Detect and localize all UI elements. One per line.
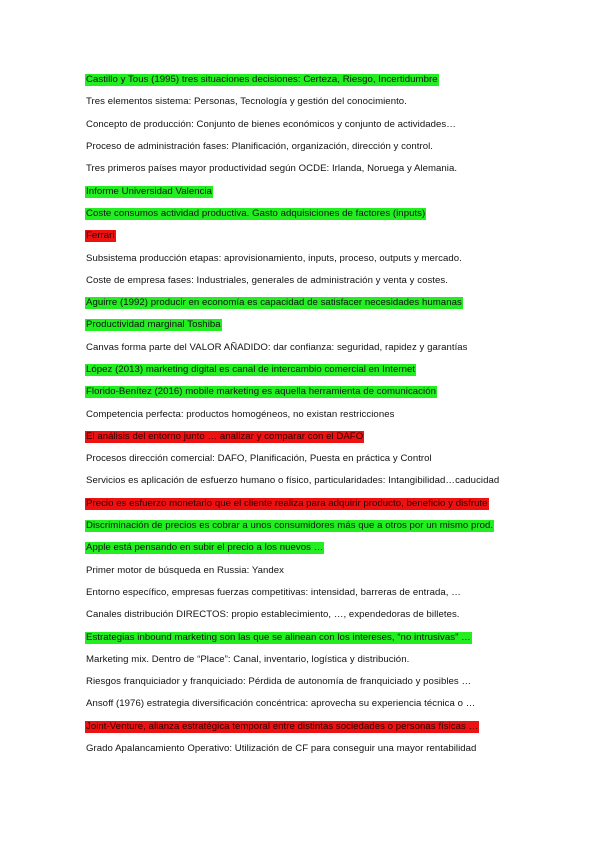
note-line <box>85 626 585 648</box>
note-line <box>85 470 585 492</box>
note-line <box>85 180 585 202</box>
highlighted-note-text: El análisis del entorno junto … analizar y comparar con el DAFO <box>86 430 364 442</box>
highlighted-note-text: Apple está pensando en subir el precio a los nuevos … <box>86 542 324 554</box>
highlighted-note-text: Precio es esfuerzo monetario que el cliente realiza para adquirir producto, beneficio y disfrute <box>86 497 488 509</box>
note-line <box>85 270 585 292</box>
note-line <box>85 560 585 582</box>
highlighted-note-text: Castillo y Tous (1995) tres situaciones decisiones: Certeza, Riesgo, Incertidumbre <box>86 74 438 86</box>
highlighted-note-text: Ferrari <box>86 230 115 242</box>
note-line <box>85 671 585 693</box>
note-line <box>85 582 585 604</box>
highlighted-note-text: Productividad marginal Toshiba <box>86 319 221 331</box>
note-text: Tres elementos sistema: Personas, Tecnología y gestión del conocimiento. <box>86 96 407 108</box>
note-line <box>85 337 585 359</box>
note-line <box>85 158 585 180</box>
note-text: Riesgos franquiciador y franquiciado: Pérdida de autonomía de franquiciado y posibles … <box>86 676 472 688</box>
note-text: Grado Apalancamiento Operativo: Utilización de CF para conseguir una mayor rentabilidad <box>86 743 477 755</box>
note-line <box>85 738 585 760</box>
note-line <box>85 604 585 626</box>
note-text: Tres primeros países mayor productividad según OCDE: Irlanda, Noruega y Alemania. <box>86 163 458 175</box>
note-line <box>85 649 585 671</box>
note-text: Subsistema producción etapas: aprovisionamiento, inputs, proceso, outputs y mercado. <box>86 252 462 264</box>
note-text: Procesos dirección comercial: DAFO, Planificación, Puesta en práctica y Control <box>86 453 432 465</box>
highlighted-note-text: Coste consumos actividad productiva. Gasto adquisiciones de factores (inputs) <box>86 207 426 219</box>
note-line <box>85 381 585 403</box>
note-text: Proceso de administración fases: Planificación, organización, dirección y control. <box>86 141 433 153</box>
note-text: Servicios es aplicación de esfuerzo humano o físico, particularidades: Intangibilidad…caducidad <box>86 475 500 487</box>
note-line <box>85 493 585 515</box>
highlighted-note-text: Florido-Benítez (2016) mobile marketing es aquella herramienta de comunicación <box>86 386 436 398</box>
note-line <box>85 426 585 448</box>
note-text: Concepto de producción: Conjunto de bienes económicos y conjunto de actividades… <box>86 118 456 130</box>
highlighted-note-text: Joint-Venture, alianza estratégica temporal entre distintas sociedades o personas físicas … <box>86 720 479 732</box>
note-line <box>85 225 585 247</box>
note-line <box>85 114 585 136</box>
highlighted-note-text: López (2013) marketing digital es canal de intercambio comercial en Internet <box>86 364 416 375</box>
notes-list <box>85 69 585 760</box>
note-line <box>85 203 585 225</box>
highlighted-note-text: Estrategias inbound marketing son las que se alinean con los intereses, “no intrusivas” … <box>86 631 471 643</box>
note-text: Primer motor de búsqueda en Russia: Yandex <box>86 564 284 576</box>
note-line <box>85 359 585 381</box>
note-text: Canvas forma parte del VALOR AÑADIDO: dar confianza: seguridad, rapidez y garantías <box>86 341 468 353</box>
note-text: Coste de empresa fases: Industriales, generales de administración y venta y costes. <box>86 274 448 286</box>
note-text: Marketing mix. Dentro de “Place”: Canal, inventario, logística y distribución. <box>86 653 410 665</box>
note-line <box>85 69 585 91</box>
note-line <box>85 537 585 559</box>
note-line <box>85 716 585 738</box>
note-text: Competencia perfecta: productos homogéneos, no existan restricciones <box>86 408 395 420</box>
note-line <box>85 314 585 336</box>
note-text: Canales distribución DIRECTOS: propio establecimiento, …, expendedoras de billetes. <box>86 609 460 621</box>
highlighted-note-text: Aguirre (1992) producir en economía es capacidad de satisfacer necesidades humanas <box>86 297 462 309</box>
note-line <box>85 136 585 158</box>
note-line <box>85 448 585 470</box>
note-line <box>85 91 585 113</box>
highlighted-note-text: Informe Universidad Valencia <box>86 185 213 197</box>
note-text: Entorno específico, empresas fuerzas competitivas: intensidad, barreras de entrada, … <box>86 586 461 598</box>
note-line <box>85 403 585 425</box>
highlighted-note-text: Discriminación de precios es cobrar a unos consumidores más que a otros por un mismo prod. <box>86 520 494 532</box>
note-line <box>85 247 585 269</box>
note-line <box>85 292 585 314</box>
note-text: Ansoff (1976) estrategia diversificación concéntrica: aprovecha su experiencia técnica o … <box>86 698 476 710</box>
note-line <box>85 515 585 537</box>
note-line <box>85 693 585 715</box>
